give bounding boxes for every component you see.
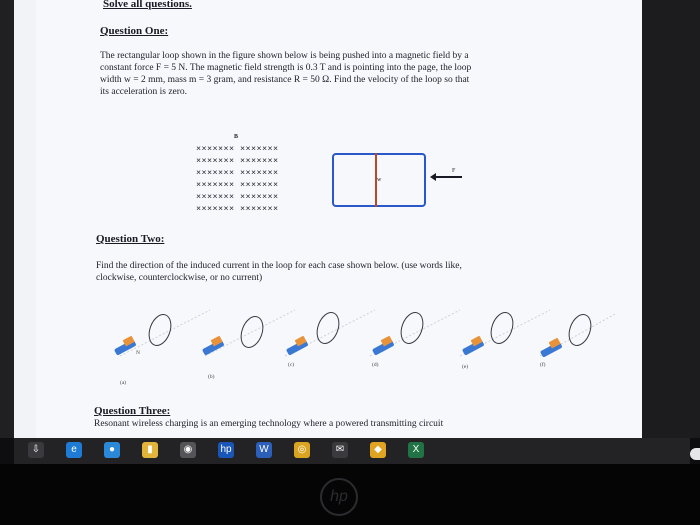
field-row: ××××××× ×××××××	[196, 156, 279, 166]
width-label: w	[377, 177, 382, 183]
screen-right-dark	[642, 0, 700, 438]
case-label-f: (f)	[540, 362, 546, 368]
field-b-label: B	[234, 134, 239, 140]
security-icon[interactable]: ◆	[370, 442, 386, 458]
q3-heading: Question Three:	[94, 405, 171, 417]
q1-heading: Question One:	[100, 25, 169, 37]
chrome-icon[interactable]: ◎	[294, 442, 310, 458]
case-b	[202, 310, 295, 356]
magnet-cases-figure	[100, 300, 620, 390]
explorer-icon[interactable]: ▮	[142, 442, 158, 458]
field-row: ××××××× ×××××××	[196, 180, 279, 190]
field-row: ××××××× ×××××××	[196, 204, 279, 214]
q1-line-4: its acceleration is zero.	[100, 87, 188, 97]
word-icon[interactable]: W	[256, 442, 272, 458]
screen-left-dark	[0, 0, 14, 438]
q2-line-2: clockwise, counterclockwise, or no current)	[96, 273, 263, 283]
download-icon[interactable]: ⇩	[28, 442, 44, 458]
paint-icon[interactable]: ●	[104, 442, 120, 458]
q1-line-1: The rectangular loop shown in the figure shown below is being pushed into a magnetic field by a	[100, 51, 469, 61]
case-f	[540, 312, 615, 358]
edge-icon[interactable]: e	[66, 442, 82, 458]
q2-line-1: Find the direction of the induced current in the loop for each case shown below. (use words like,	[96, 261, 462, 271]
case-label-e: (e)	[462, 364, 469, 370]
power-light	[690, 448, 700, 460]
field-row: ××××××× ×××××××	[196, 168, 279, 178]
q3-line-1: Resonant wireless charging is an emerging technology where a powered transmitting circuit	[94, 419, 444, 429]
case-label-a: (a)	[120, 380, 127, 386]
case-d	[370, 310, 460, 356]
case-e	[460, 310, 550, 356]
hp-logo: hp	[320, 478, 358, 516]
taskbar	[14, 438, 690, 464]
q1-line-2: constant force F = 5 N. The magnetic field strength is 0.3 T and is pointing into the page, the loop	[100, 63, 472, 73]
excel-icon[interactable]: X	[408, 442, 424, 458]
q2-heading: Question Two:	[96, 233, 165, 245]
case-label-c: (c)	[288, 362, 295, 368]
force-arrow-icon	[434, 176, 462, 178]
case-c	[285, 310, 375, 356]
force-label: F	[452, 168, 456, 174]
case-label-d: (d)	[372, 362, 379, 368]
case-label-b: (b)	[208, 374, 215, 380]
mail-icon[interactable]: ✉	[332, 442, 348, 458]
camera-icon[interactable]: ◉	[180, 442, 196, 458]
field-row: ××××××× ×××××××	[196, 192, 279, 202]
case-a	[114, 310, 210, 356]
hp-app-icon[interactable]: hp	[218, 442, 234, 458]
pole-label-n: N	[136, 350, 140, 356]
document-title: Solve all questions.	[103, 0, 192, 10]
field-row: ××××××× ×××××××	[196, 144, 279, 154]
q1-line-3: width w = 2 mm, mass m = 3 gram, and resistance R = 50 Ω. Find the velocity of the loop so that	[100, 75, 470, 85]
